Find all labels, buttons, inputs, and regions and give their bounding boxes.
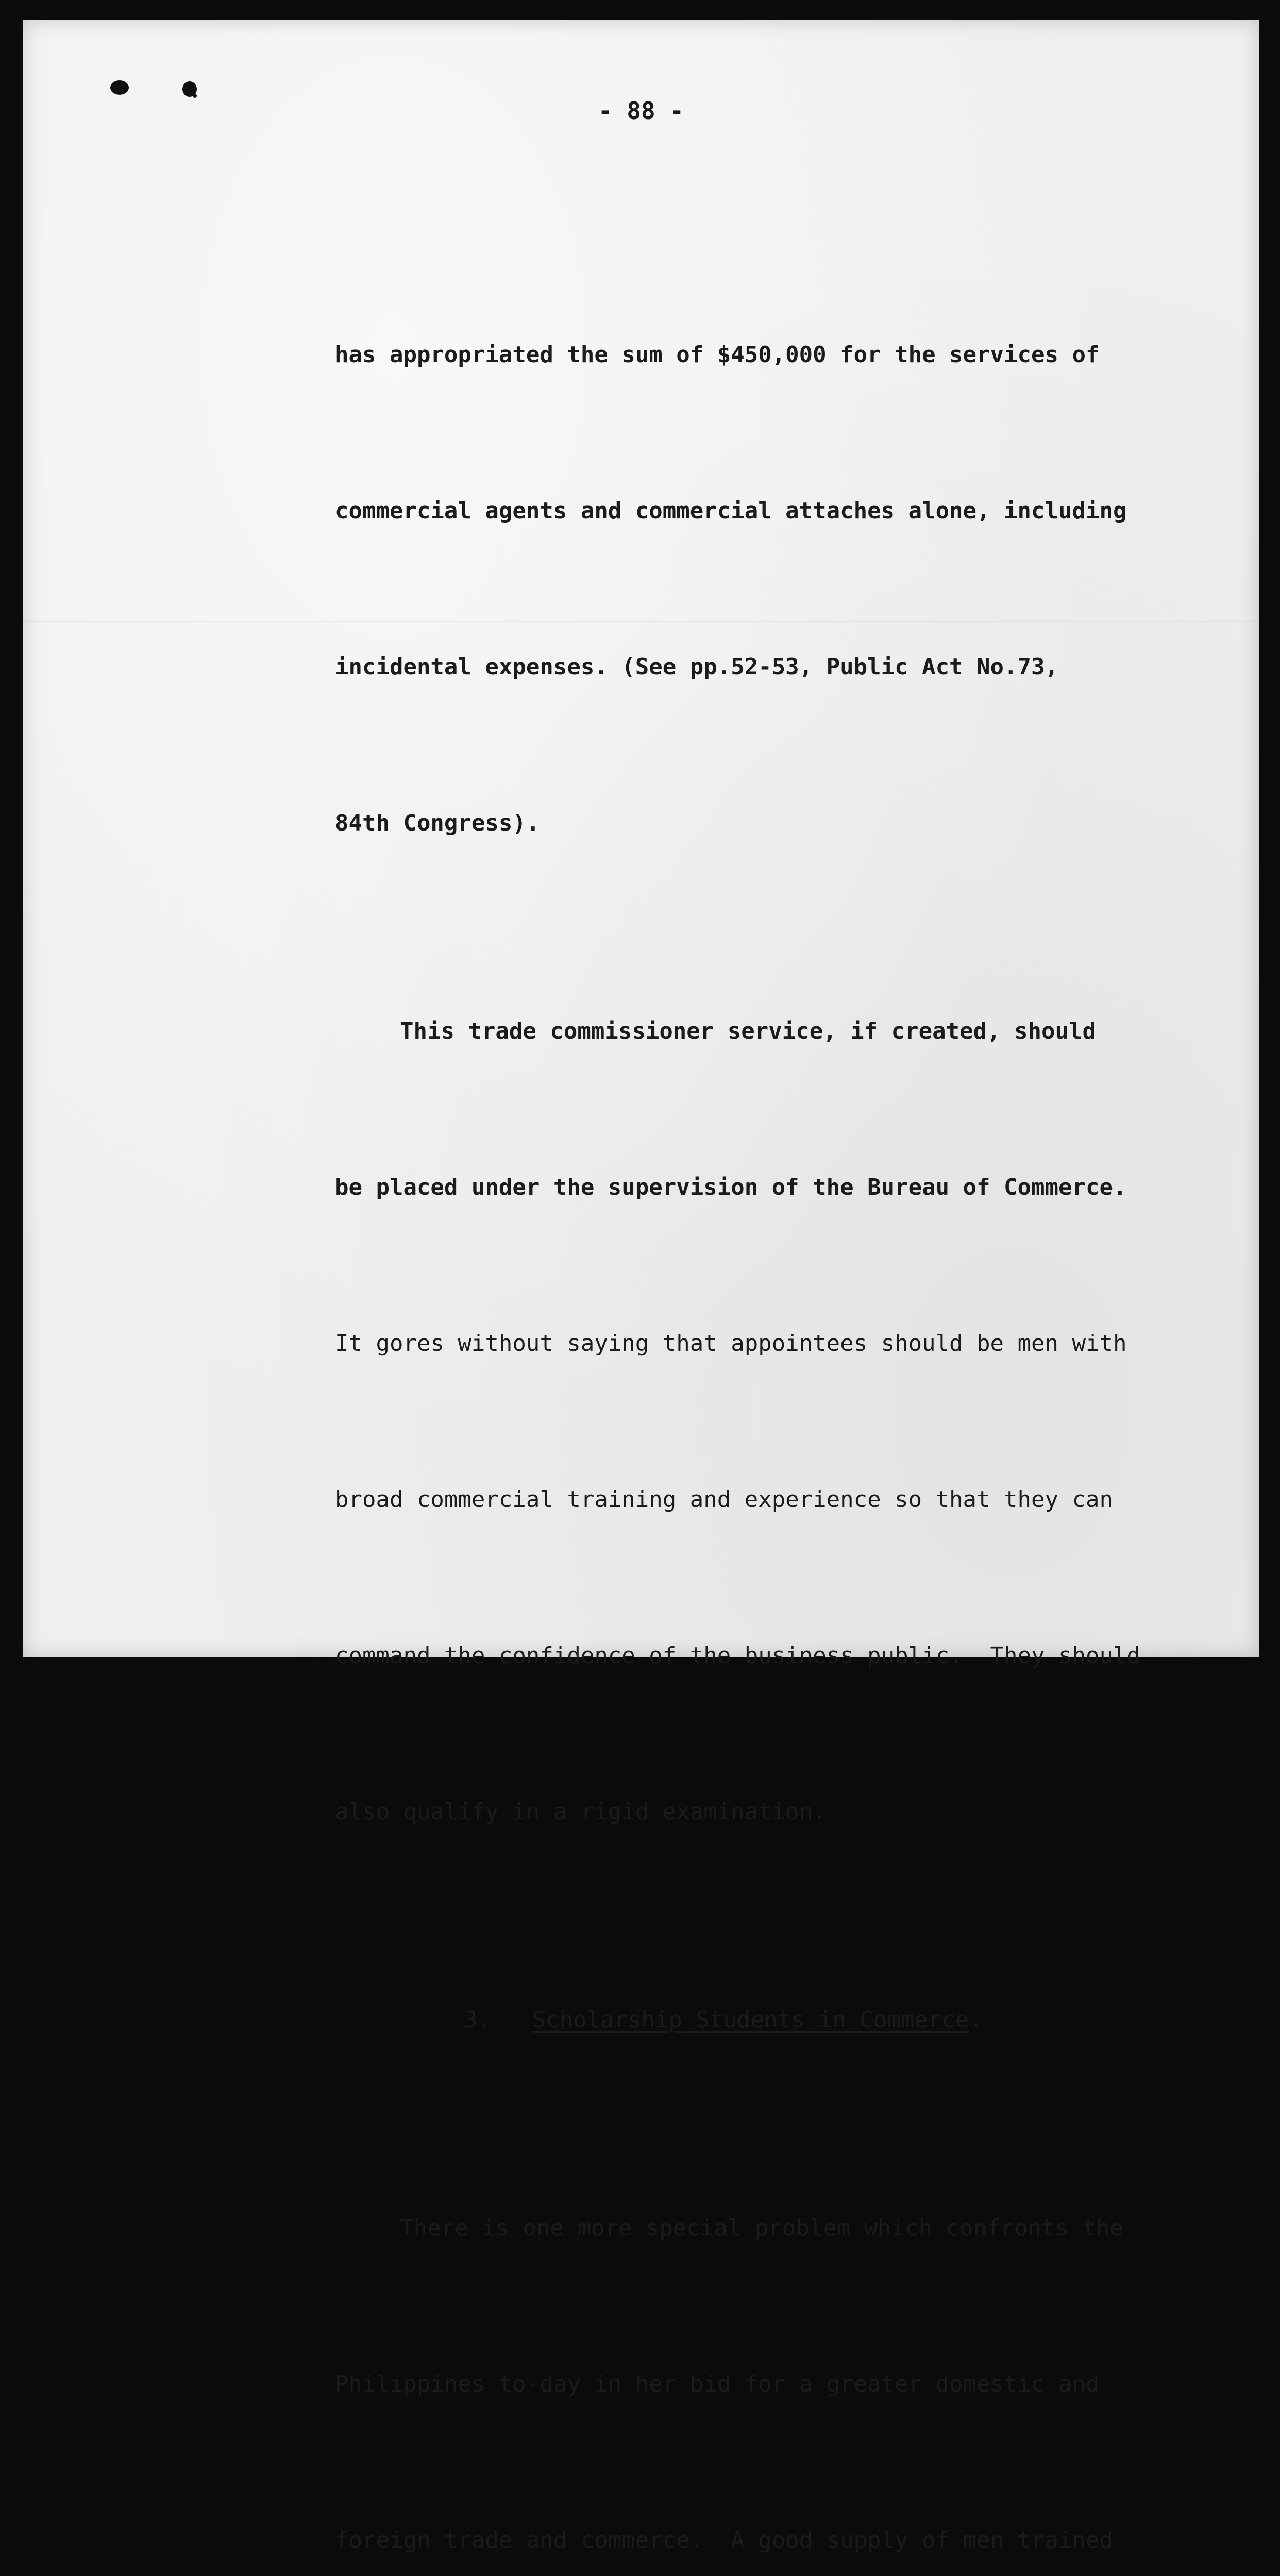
text-line: be placed under the supervision of the Bureau of Commerce. bbox=[335, 1174, 1127, 1200]
text-line: 84th Congress). bbox=[335, 810, 540, 836]
text-line: broad commercial training and experience so that they can bbox=[335, 1486, 1113, 1513]
ink-blot bbox=[110, 80, 129, 95]
text-line: also qualify in a rigid examination. bbox=[335, 1799, 827, 1825]
text-line: has appropriated the sum of $450,000 for the services of bbox=[335, 342, 1100, 368]
section-title: Scholarship Students in Commerce bbox=[532, 2007, 969, 2033]
document-page bbox=[23, 20, 1259, 2553]
ink-blot bbox=[182, 81, 197, 97]
text-line: command the confidence of the business public. They should bbox=[335, 1642, 1140, 1669]
text-line: This trade commissioner service, if created, should bbox=[400, 1018, 1097, 1044]
text-line: There is one more special problem which confronts the bbox=[400, 2215, 1123, 2241]
text-line: Philippines to-day in her bid for a greater domestic and bbox=[335, 2371, 1100, 2397]
section-number: 3. bbox=[464, 2007, 491, 2033]
page-number: - 88 - bbox=[598, 97, 684, 125]
text-line: It gores without saying that appointees should be men with bbox=[335, 1330, 1127, 1357]
text-line: commercial agents and commercial attaches alone, including bbox=[335, 498, 1127, 524]
text-line: incidental expenses. (See pp.52-53, Public Act No.73, bbox=[335, 654, 1058, 680]
section-heading: 3. Scholarship Students in Commerce. bbox=[464, 2007, 983, 2033]
body-text bbox=[335, 225, 1139, 2576]
text-line: foreign trade and commerce. A good supply of men trained bbox=[335, 2527, 1113, 2553]
